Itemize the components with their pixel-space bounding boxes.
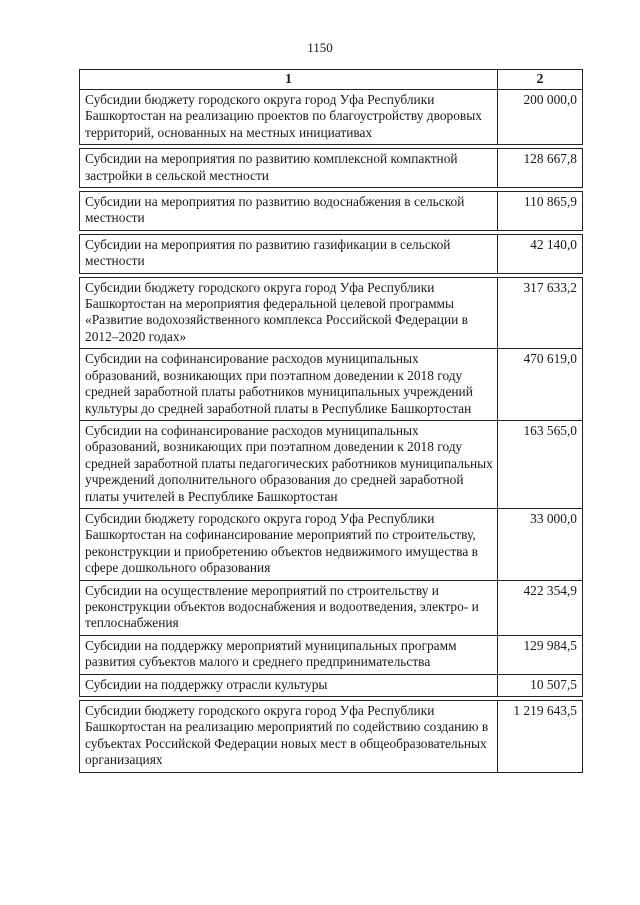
row-amount: 1 219 643,5	[498, 701, 583, 773]
row-amount: 110 865,9	[498, 192, 583, 231]
row-amount: 33 000,0	[498, 508, 583, 580]
row-description: Субсидии бюджету городского округа город Уфа Республики Башкортостан на реализацию проектов по благоустройству дворовых территорий, основанных на местных инициативах	[80, 90, 498, 145]
row-description: Субсидии бюджету городского округа город Уфа Республики Башкортостан на реализацию мероприятий по содействию созданию в субъектах Российской Федерации новых мест в общеобразовательных организациях	[80, 701, 498, 773]
row-description: Субсидии на софинансирование расходов муниципальных образований, возникающих при поэтапном доведении к 2018 году средней заработной платы педагогических работников муниципальных учреждений дополнительного образования до средней заработной платы учителей в Республике Башкортостан	[80, 420, 498, 508]
column-header-description: 1	[80, 70, 498, 90]
row-description: Субсидии на поддержку мероприятий муниципальных программ развития субъектов малого и среднего предпринимательства	[80, 635, 498, 674]
row-description: Субсидии на мероприятия по развитию водоснабжения в сельской местности	[80, 192, 498, 231]
row-amount: 42 140,0	[498, 234, 583, 273]
table-row	[80, 635, 583, 674]
row-description: Субсидии бюджету городского округа город Уфа Республики Башкортостан на мероприятия федеральной целевой программы «Развитие водохозяйственного комплекса Российской Федерации в 2012–2020 годах»	[80, 277, 498, 349]
table-row	[80, 701, 583, 773]
row-amount: 200 000,0	[498, 90, 583, 145]
row-amount: 422 354,9	[498, 580, 583, 635]
column-header-amount: 2	[498, 70, 583, 90]
table-header-row	[80, 70, 583, 90]
table-row	[80, 420, 583, 508]
row-description: Субсидии на осуществление мероприятий по строительству и реконструкции объектов водоснабжения и водоотведения, электро- и теплоснабжения	[80, 580, 498, 635]
table-row	[80, 234, 583, 273]
row-description: Субсидии на мероприятия по развитию газификации в сельской местности	[80, 234, 498, 273]
row-amount: 470 619,0	[498, 349, 583, 421]
table-row	[80, 349, 583, 421]
page-number: 1150	[307, 40, 333, 55]
row-description: Субсидии на мероприятия по развитию комплексной компактной застройки в сельской местности	[80, 149, 498, 188]
subsidies-table	[79, 69, 583, 773]
row-description: Субсидии бюджету городского округа город Уфа Республики Башкортостан на софинансирование мероприятий по строительству, реконструкции и приобретению объектов недвижимого имущества в сфере дошкольного образования	[80, 508, 498, 580]
row-amount: 128 667,8	[498, 149, 583, 188]
table-row	[80, 508, 583, 580]
row-description: Субсидии на поддержку отрасли культуры	[80, 674, 498, 696]
row-amount: 317 633,2	[498, 277, 583, 349]
row-amount: 10 507,5	[498, 674, 583, 696]
table-row	[80, 90, 583, 145]
row-description: Субсидии на софинансирование расходов муниципальных образований, возникающих при поэтапном доведении к 2018 году средней заработной платы работников муниципальных учреждений культуры до средней заработной платы в Республике Башкортостан	[80, 349, 498, 421]
table-row	[80, 149, 583, 188]
table-row	[80, 674, 583, 696]
row-amount: 129 984,5	[498, 635, 583, 674]
table-row	[80, 277, 583, 349]
row-amount: 163 565,0	[498, 420, 583, 508]
table-row	[80, 192, 583, 231]
table-row	[80, 580, 583, 635]
